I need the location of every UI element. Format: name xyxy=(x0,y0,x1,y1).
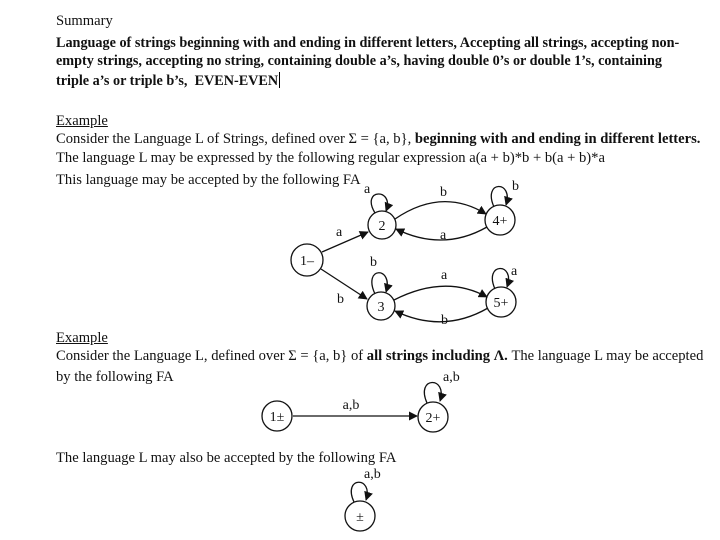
example1-line-3: This language may be accepted by the following FA xyxy=(56,172,361,188)
state-5-label: 5+ xyxy=(493,296,509,311)
label-s5-loop: a xyxy=(511,264,518,279)
state-4-label: 4+ xyxy=(492,214,508,229)
edge-3-to-5 xyxy=(394,286,487,300)
summary-line-2: empty strings, accepting no string, containing double a’s, having double 0’s or double 1’s, containing xyxy=(56,53,662,69)
example2-line-1-text: Consider the Language L, defined over Σ = {a, b} of xyxy=(56,348,364,364)
state-1pm-label: 1± xyxy=(269,410,285,425)
summary-line-3-prefix: triple a’s or triple b’s, xyxy=(56,73,188,89)
edge-2-to-4 xyxy=(395,202,486,219)
label-s3-loop: b xyxy=(370,255,377,270)
state-2-label: 2 xyxy=(378,219,386,234)
label-s4-to-s2: a xyxy=(440,228,447,243)
loop-state-4 xyxy=(491,186,507,207)
example2-line-1-bold: all strings including Λ. xyxy=(366,348,508,364)
state-pm-label: ± xyxy=(356,510,364,525)
label-s2-to-s4: b xyxy=(440,185,447,200)
label-2plus-loop: a,b xyxy=(443,370,460,385)
loop-state-5 xyxy=(492,268,508,289)
example2-line-3: The language L may also be accepted by the following FA xyxy=(56,450,397,466)
edge-1-to-2 xyxy=(322,232,368,252)
label-s4-loop: b xyxy=(512,179,519,194)
loop-state-3 xyxy=(372,273,387,294)
example2-heading: Example xyxy=(56,330,108,346)
label-pm-loop: a,b xyxy=(364,467,381,482)
state-2plus-label: 2+ xyxy=(425,411,441,426)
loop-state-pm xyxy=(351,482,367,502)
example1-line-1-text: Consider the Language L of Strings, defined over Σ = {a, b}, xyxy=(56,131,412,147)
example1-line-2: The language L may be expressed by the following regular expression a(a + b)*b + b(a + b)*a xyxy=(56,150,605,166)
label-s1-to-s2: a xyxy=(336,225,343,240)
summary-heading: Summary xyxy=(56,13,113,29)
label-s5-to-s3: b xyxy=(441,313,448,328)
label-s2-loop: a xyxy=(364,182,371,197)
state-1-label: 1– xyxy=(300,254,314,269)
loop-state-2 xyxy=(371,194,387,213)
edge-1-to-3 xyxy=(321,269,367,299)
label-s3-to-s5: a xyxy=(441,268,448,283)
fa1-graph xyxy=(291,186,516,321)
example2-line-2: by the following FA xyxy=(56,369,174,385)
label-1pm-to-2plus: a,b xyxy=(342,398,360,413)
state-3-label: 3 xyxy=(377,300,385,315)
label-s1-to-s3: b xyxy=(337,292,344,307)
loop-state-2plus xyxy=(424,382,441,403)
example1-heading: Example xyxy=(56,113,108,129)
example1-line-1-bold: beginning with and ending in different letters. xyxy=(414,131,701,147)
even-even-term: EVEN-EVEN xyxy=(194,73,279,89)
summary-line-1: Language of strings beginning with and ending in different letters, Accepting all strings, accepting non- xyxy=(56,35,680,51)
example2-line-1-post: The language L may be accepted xyxy=(511,348,704,364)
